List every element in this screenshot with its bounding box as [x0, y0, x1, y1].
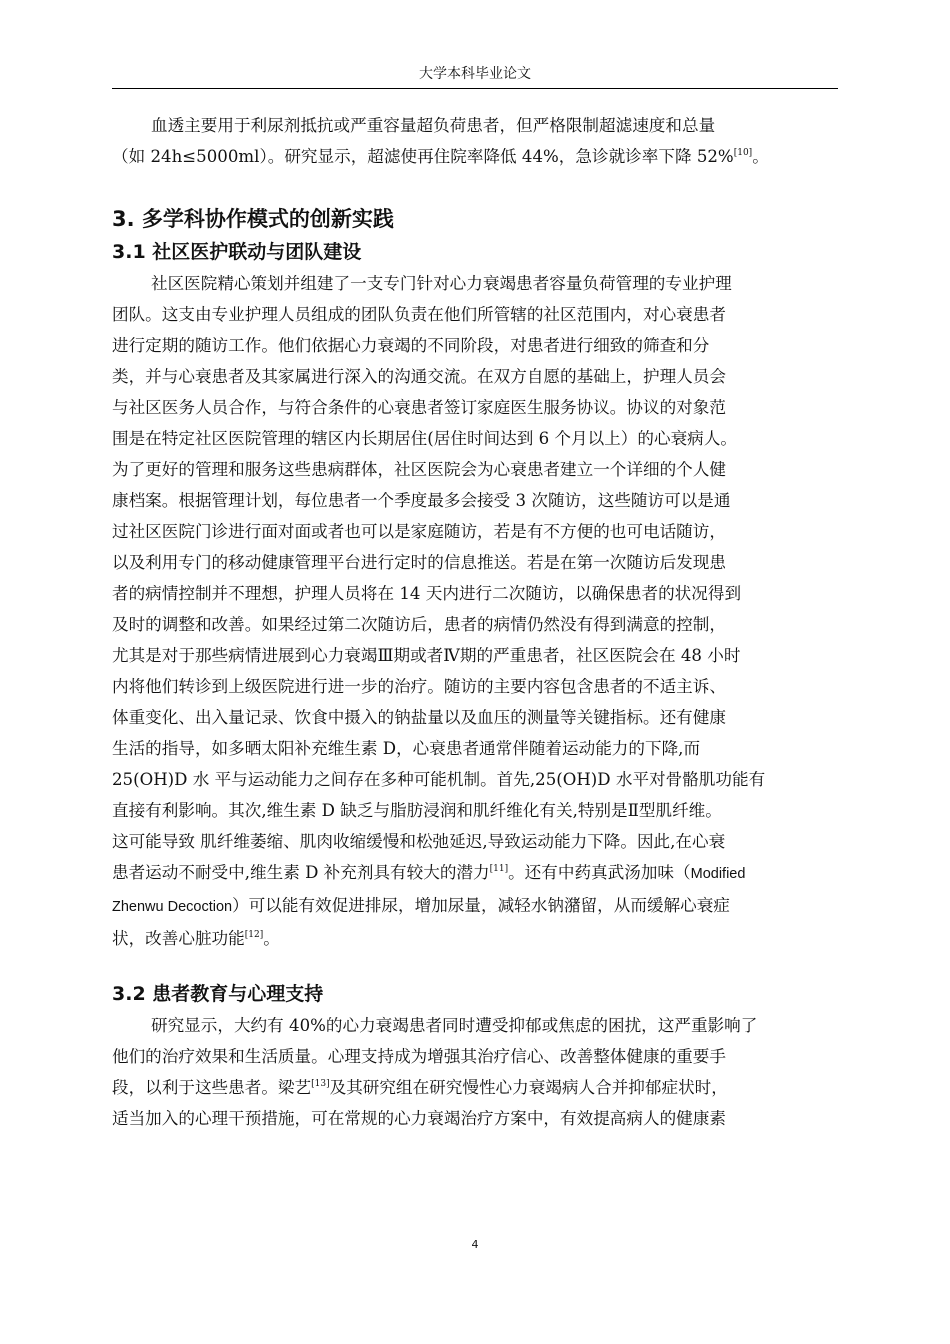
text-line: 适当加入的心理干预措施，可在常规的心力衰竭治疗方案中，有效提高病人的健康素 [112, 1109, 726, 1128]
text-line: 及时的调整和改善。如果经过第二次随访后，患者的病情仍然没有得到满意的控制， [112, 615, 726, 634]
text-line: 者的病情控制并不理想，护理人员将在 14 天内进行二次随访，以确保患者的状况得到 [112, 584, 742, 603]
text-line [112, 890, 838, 923]
body-paragraph [112, 1010, 838, 1134]
text-run: （如 24h≤5000ml）。研究显示，超滤使再住院率降低 44%，急诊就诊率下降 52% [112, 147, 734, 166]
text-line: 为了更好的管理和服务这些患病群体，社区医院会为心衰患者建立一个详细的个人健 [112, 460, 726, 479]
section-heading: 3. 多学科协作模式的创新实践 [112, 207, 394, 231]
text-line: 以及利用专门的移动健康管理平台进行定时的信息推送。若是在第一次随访后发现患 [112, 553, 726, 572]
citation-ref: [12] [244, 930, 264, 940]
text-run: 段，以利于这些患者。梁艺 [112, 1078, 312, 1097]
text-line: 类，并与心衰患者及其家属进行深入的沟通交流。在双方自愿的基础上，护理人员会 [112, 367, 726, 386]
text-run: Modified [690, 866, 746, 882]
text-line: 这可能导致 肌纤维萎缩、肌肉收缩缓慢和松弛延迟,导致运动能力下降。因此,在心衰 [112, 832, 726, 851]
text-line: 团队。这支由专业护理人员组成的团队负责在他们所管辖的社区范围内，对心衰患者 [112, 305, 726, 324]
text-line: 康档案。根据管理计划，每位患者一个季度最多会接受 3 次随访，这些随访可以是通 [112, 491, 731, 510]
subsection-heading: 3.1 社区医护联动与团队建设 [112, 241, 362, 263]
page-body [112, 110, 838, 1134]
text-run: 。还有中药真武汤加味（ [508, 863, 691, 882]
text-line: 围是在特定社区医院管理的辖区内长期居住(居住时间达到 6 个月以上）的心衰病人。 [112, 429, 737, 448]
citation-ref: [11] [489, 864, 509, 874]
text-line [112, 1072, 838, 1103]
text-line: 血透主要用于利尿剂抵抗或严重容量超负荷患者，但严格限制超滤速度和总量 [151, 116, 716, 135]
text-run: 及其研究组在研究慢性心力衰竭病人合并抑郁症状时， [329, 1078, 728, 1097]
text-line: 尤其是对于那些病情进展到心力衰竭Ⅲ期或者Ⅳ期的严重患者，社区医院会在 48 小时 [112, 646, 741, 665]
text-run: ）可以能有效促进排尿，增加尿量，减轻水钠潴留，从而缓解心衰症 [232, 896, 730, 915]
text-line [112, 141, 838, 172]
text-line [112, 857, 838, 890]
text-line: 内将他们转诊到上级医院进行进一步的治疗。随访的主要内容包含患者的不适主诉、 [112, 677, 726, 696]
text-line: 研究显示，大约有 40%的心力衰竭患者同时遭受抑郁或焦虑的困扰，这严重影响了 [151, 1016, 758, 1035]
text-line: 直接有利影响。其次,维生素 D 缺乏与脂肪浸润和肌纤维化有关,特别是Ⅱ型肌纤维。 [112, 801, 722, 820]
text-line: 过社区医院门诊进行面对面或者也可以是家庭随访，若是有不方便的也可电话随访， [112, 522, 726, 541]
intro-paragraph [112, 110, 838, 172]
page-number: 4 [471, 1238, 479, 1251]
text-line: 生活的指导，如多晒太阳补充维生素 D，心衰患者通常伴随着运动能力的下降,而 [112, 739, 701, 758]
text-line: 与社区医务人员合作，与符合条件的心衰患者签订家庭医生服务协议。协议的对象范 [112, 398, 726, 417]
text-line: 社区医院精心策划并组建了一支专门针对心力衰竭患者容量负荷管理的专业护理 [151, 274, 732, 293]
text-run: Zhenwu Decoction [112, 899, 233, 915]
header-divider [112, 88, 838, 89]
citation-ref: [13] [311, 1079, 330, 1089]
page-header: 大学本科毕业论文 [419, 66, 531, 82]
subsection-heading: 3.2 患者教育与心理支持 [112, 983, 324, 1005]
citation-ref: [10] [733, 148, 753, 158]
text-line: 进行定期的随访工作。他们依据心力衰竭的不同阶段，对患者进行细致的筛查和分 [112, 336, 710, 355]
text-line: 他们的治疗效果和生活质量。心理支持成为增强其治疗信心、改善整体健康的重要手 [112, 1047, 726, 1066]
text-run: 。 [263, 929, 280, 948]
text-run: 状，改善心脏功能 [112, 929, 245, 948]
text-line [112, 923, 838, 954]
text-line: 25(OH)D 水 平与运动能力之间存在多种可能机制。首先,25(OH)D 水平对骨骼肌功能有 [112, 770, 766, 789]
body-paragraph [112, 268, 838, 954]
text-run: 患者运动不耐受中,维生素 D 补充剂具有较大的潜力 [112, 863, 490, 882]
text-run: 。 [752, 147, 769, 166]
text-line: 体重变化、出入量记录、饮食中摄入的钠盐量以及血压的测量等关键指标。还有健康 [112, 708, 726, 727]
